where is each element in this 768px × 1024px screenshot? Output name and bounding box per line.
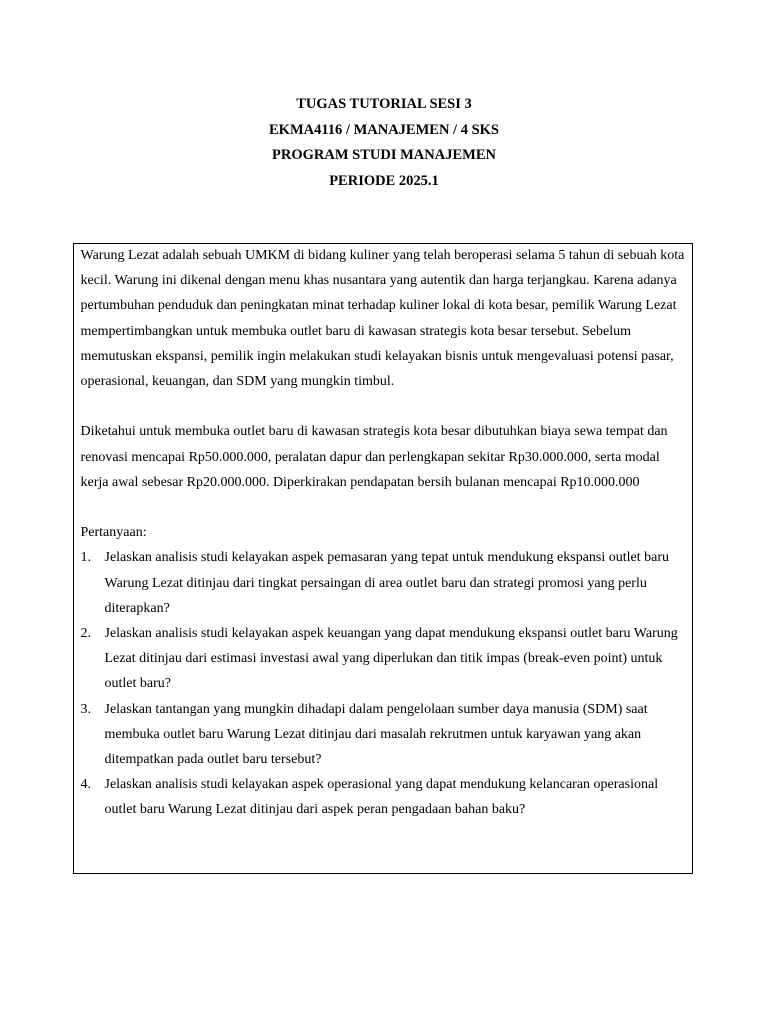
period: PERIODE 2025.1 — [329, 172, 439, 189]
question-number: 1. — [80, 550, 91, 566]
question-number: 4. — [80, 777, 91, 793]
data-paragraph: Diketahui untuk membuka outlet baru di kawasan strategis kota besar dibutuhkan biaya sewa tempat dan renovasi mencapai Rp50.000.000, peralatan dapur dan perlengkapan sekitar Rp30.000.000, serta modal kerja awal sebesar Rp20.000.000. Diperkirakan pendapatan bersih bulanan mencapai Rp10.000.000 — [80, 424, 668, 490]
questions-label: Pertanyaan: — [80, 525, 147, 541]
case-box — [73, 243, 693, 874]
question-list — [81, 545, 687, 822]
question-text: Jelaskan tantangan yang mungkin dihadapi dalam pengelolaan sumber daya manusia (SDM) saat membuka outlet baru Warung Lezat ditinjau dari masalah rekrutmen untuk karyawan yang akan ditempatkan pada outlet baru tersebut? — [104, 701, 648, 768]
document-header — [0, 92, 768, 194]
question-item — [81, 697, 687, 773]
question-text: Jelaskan analisis studi kelayakan aspek keuangan yang dapat mendukung ekspansi outlet baru Warung Lezat ditinjau dari estimasi investasi awal yang diperlukan dan titik impas (break-even point) untuk outlet baru? — [104, 626, 678, 692]
question-number: 2. — [80, 626, 91, 642]
question-text: Jelaskan analisis studi kelayakan aspek pemasaran yang tepat untuk mendukung ekspansi outlet baru Warung Lezat ditinjau dari tingkat persaingan di area outlet baru dan strategi promosi yang perlu diterapkan? — [104, 550, 670, 616]
assignment-title: TUGAS TUTORIAL SESI 3 — [296, 96, 472, 112]
paragraph-spacer — [81, 495, 687, 520]
case-paragraph: Warung Lezat adalah sebuah UMKM di bidang kuliner yang telah beroperasi selama 5 tahun di sebuah kota kecil. Warung ini dikenal dengan menu khas nusantara yang autentik dan harga terjangkau. Karena adanya pertumbuhan penduduk dan peningkatan minat terhadap kuliner lokal di kota besar, pemilik Warung Lezat mempertimbangkan untuk membuka outlet baru di kawasan strategis kota besar tersebut. Sebelum memutuskan ekspansi, pemilik ingin melakukan studi kelayakan bisnis untuk mengevaluasi potensi pasar, operasional, keuangan, dan SDM yang mungkin timbul. — [80, 248, 685, 390]
question-item — [81, 772, 687, 822]
question-item — [81, 545, 687, 621]
question-item — [81, 621, 687, 697]
course-code: EKMA4116 / MANAJEMEN / 4 SKS — [269, 121, 499, 138]
question-number: 3. — [80, 701, 91, 717]
question-text: Jelaskan analisis studi kelayakan aspek operasional yang dapat mendukung kelancaran operasional outlet baru Warung Lezat ditinjau dari aspek peran pengadaan bahan baku? — [104, 777, 659, 818]
paragraph-spacer — [81, 394, 687, 419]
study-program: PROGRAM STUDI MANAJEMEN — [272, 147, 496, 163]
